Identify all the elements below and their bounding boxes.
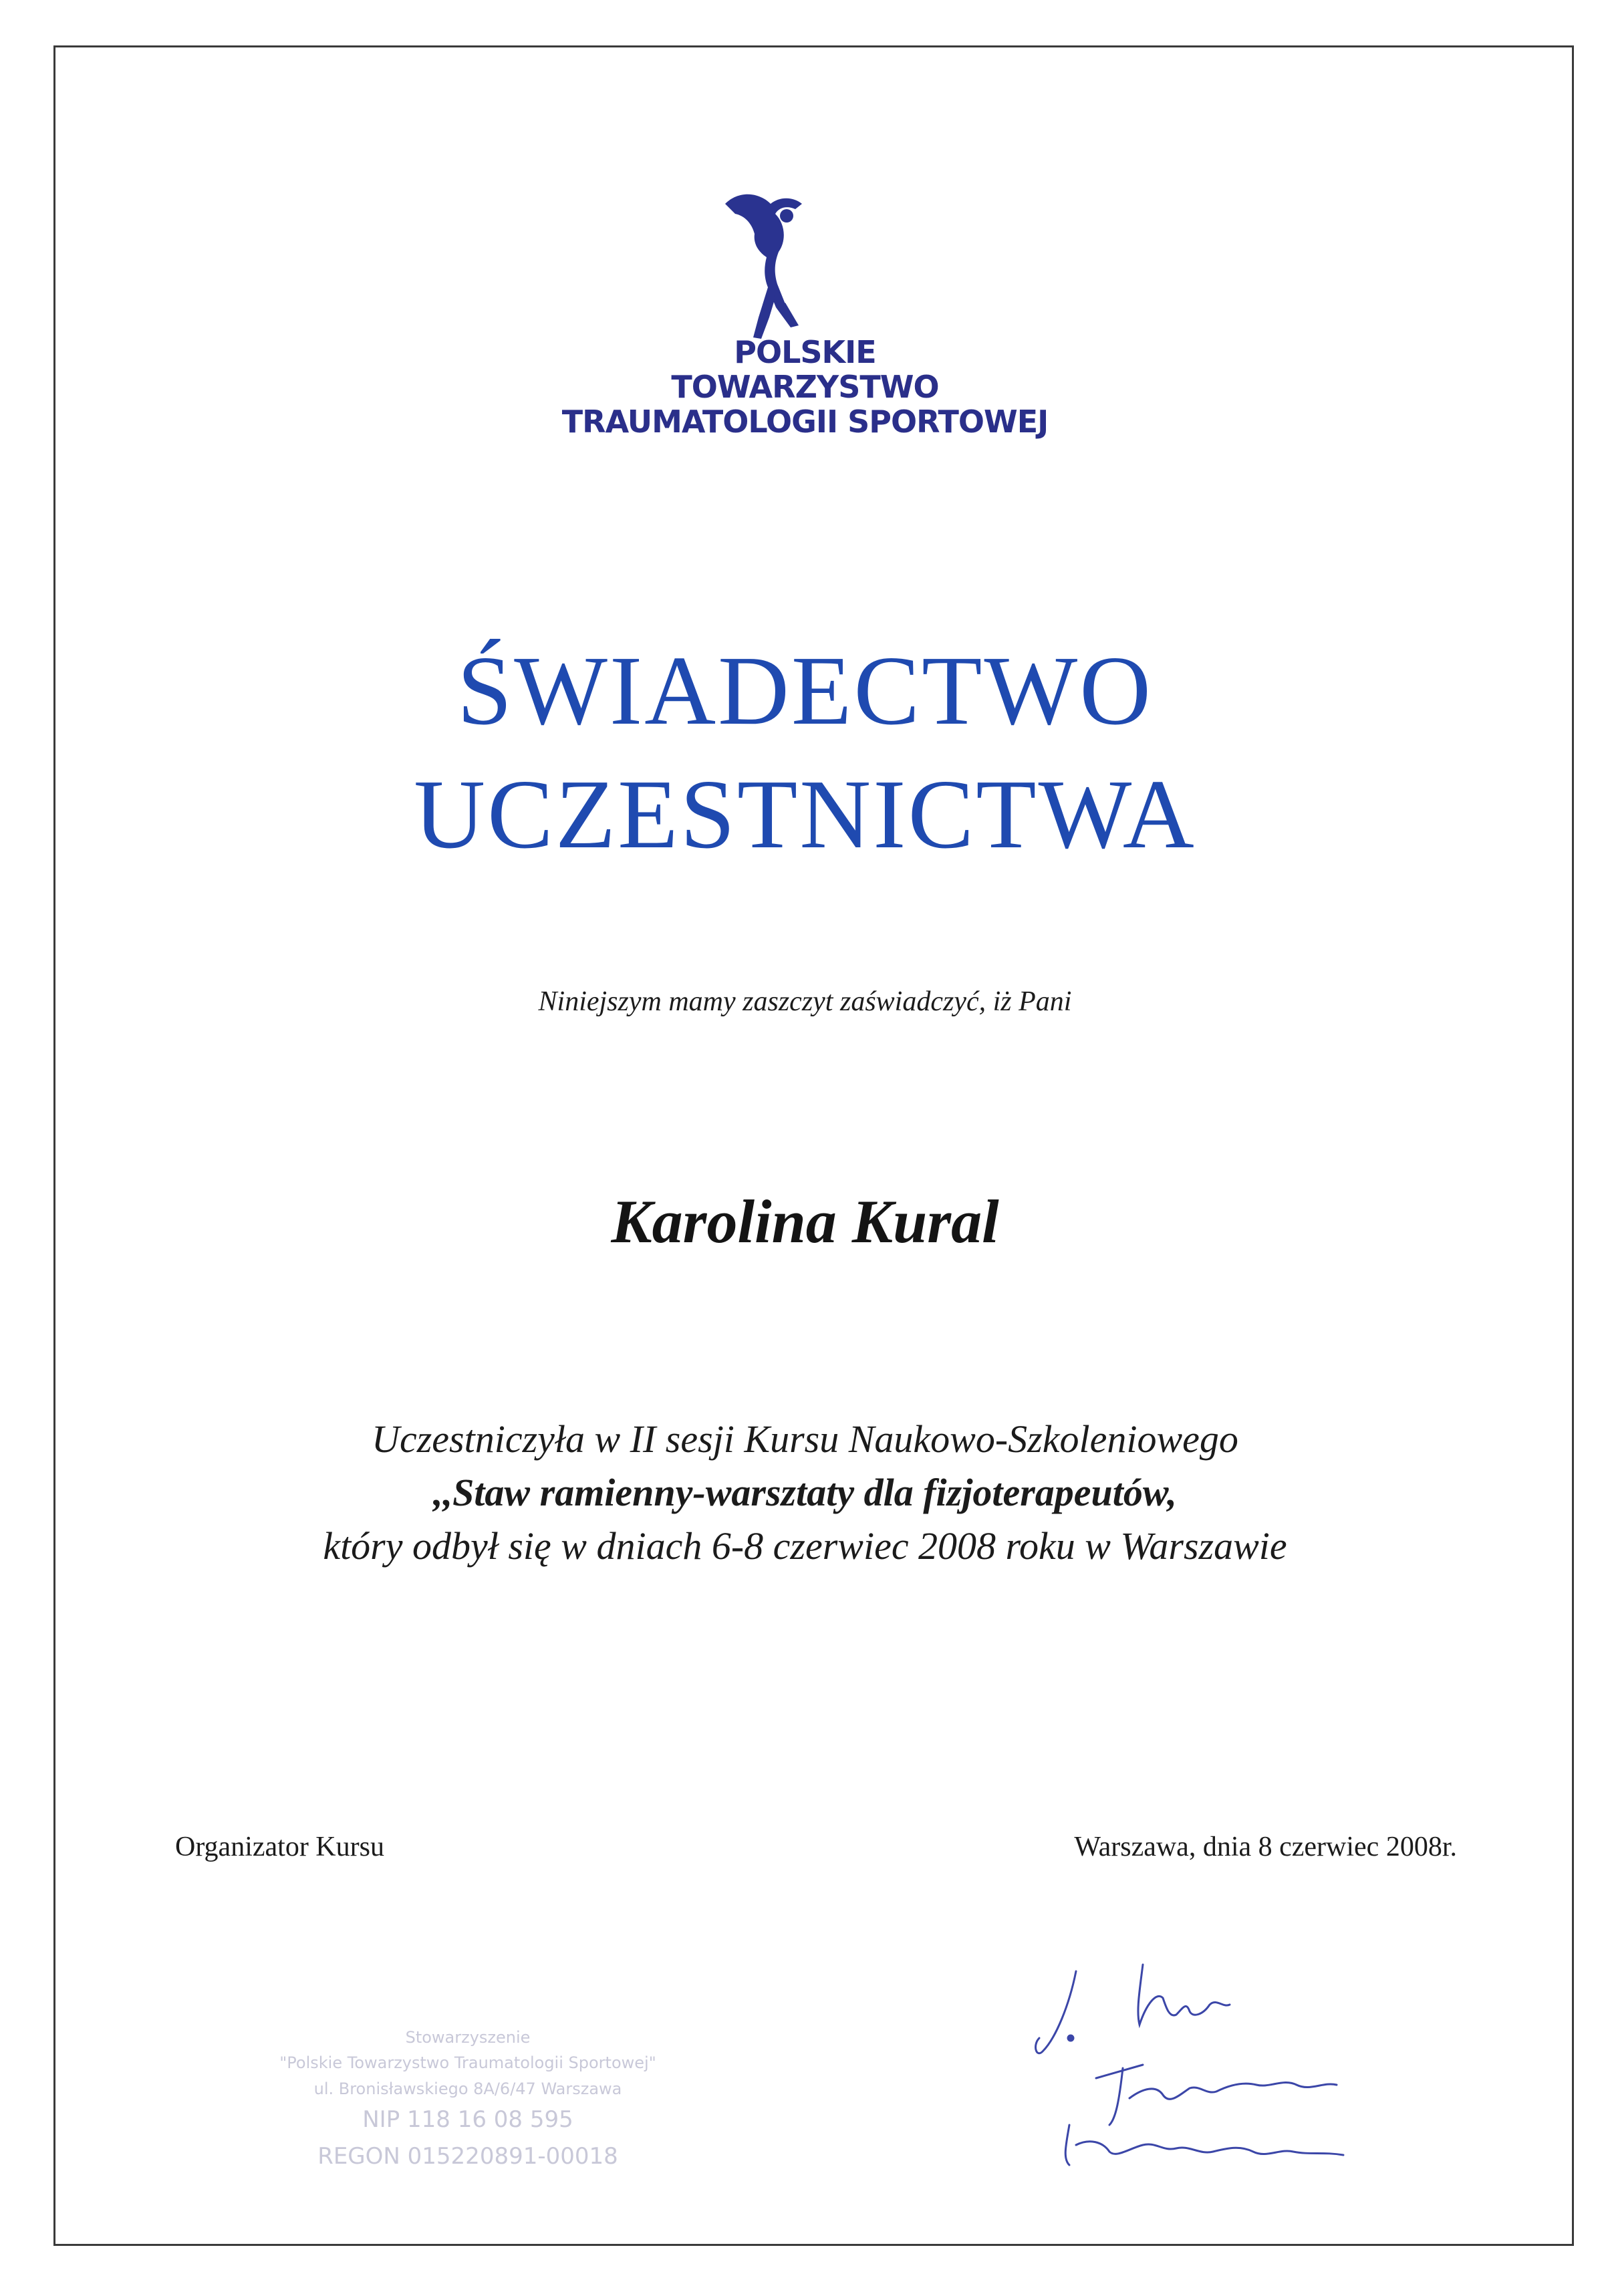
- organizer-label: Organizator Kursu: [175, 1832, 384, 1862]
- handwritten-signatures: [1029, 1951, 1417, 2185]
- course-description-line-3: który odbył się w dniach 6-8 czerwiec 2008 roku w Warszawie: [323, 1524, 1287, 1568]
- certificate-title-line-1: ŚWIADECTWO: [456, 636, 1154, 746]
- organization-stamp: [227, 2025, 708, 2174]
- stamp-line: REGON 015220891-00018: [317, 2142, 618, 2170]
- intro-text: Niniejszym mamy zaszczyt zaświadczyć, iż Pani: [538, 986, 1072, 1017]
- recipient-name: Karolina Kural: [611, 1187, 999, 1256]
- place-and-date: Warszawa, dnia 8 czerwiec 2008r.: [1074, 1832, 1457, 1862]
- organization-name-line-2: TOWARZYSTWO: [671, 369, 939, 405]
- stamp-line: ul. Bronisławskiego 8A/6/47 Warszawa: [313, 2079, 622, 2098]
- stamp-line: NIP 118 16 08 595: [362, 2106, 573, 2134]
- course-description-line-1: Uczestniczyła w II sesji Kursu Naukowo-Szkoleniowego: [372, 1417, 1238, 1461]
- certificate-title-line-2: UCZESTNICTWA: [414, 760, 1196, 869]
- course-title: ,,Staw ramienny-warsztaty dla fizjoterapeutów,: [433, 1471, 1177, 1514]
- organization-name-line-1: POLSKIE: [734, 334, 876, 370]
- organization-name-line-3: TRAUMATOLOGII SPORTOWEJ: [561, 404, 1049, 440]
- discus-thrower-logo-icon: [712, 177, 845, 344]
- stamp-line: "Polskie Towarzystwo Traumatologii Sportowej": [279, 2053, 656, 2073]
- stamp-line: Stowarzyszenie: [405, 2028, 531, 2047]
